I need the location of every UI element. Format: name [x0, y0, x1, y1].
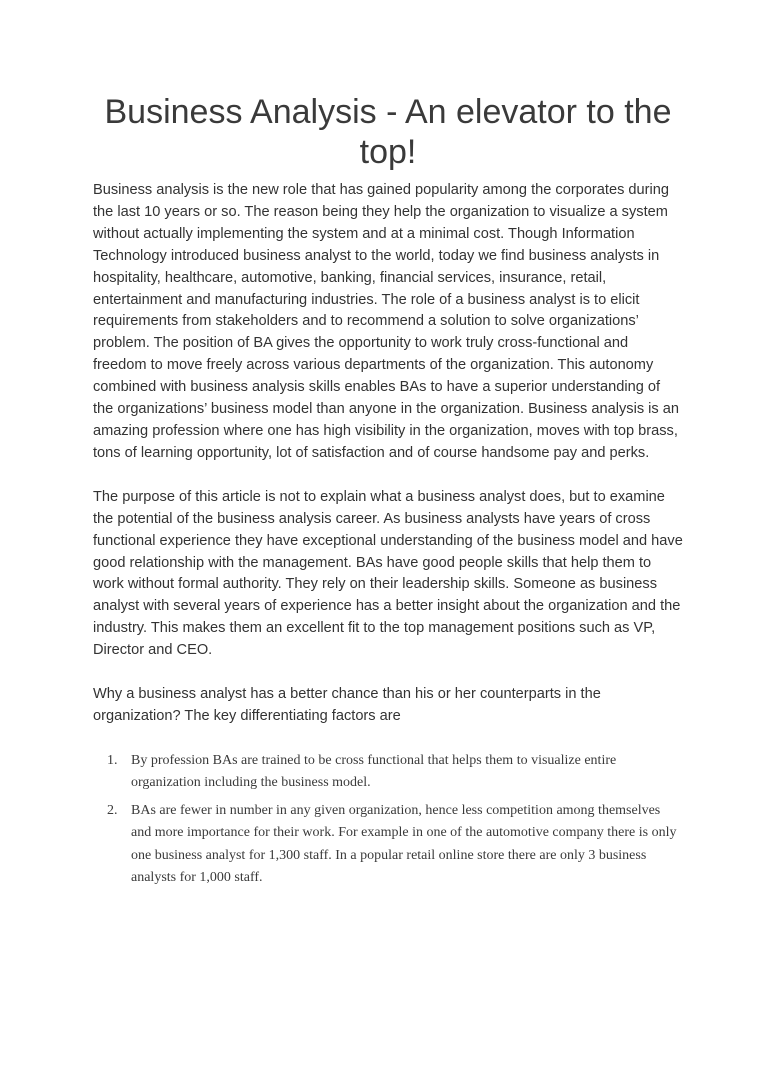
list-item-text: By profession BAs are trained to be cross functional that helps them to visualize entire organization including the business model.	[131, 752, 617, 791]
factors-list	[93, 750, 683, 890]
document-title: Business Analysis - An elevator to the top!	[104, 93, 672, 171]
paragraph-question: Why a business analyst has a better chance than his or her counterparts in the organization? The key differentiating factors are	[93, 686, 601, 724]
list-item-text: BAs are fewer in number in any given organization, hence less competition among themselves and more importance for their work. For example in one of the automotive company there is only one business analyst for 1,300 staff. In a popular retail online store there are only 3 business analysts for 1,000 staff.	[131, 802, 677, 886]
list-item	[93, 750, 683, 795]
document-page	[93, 92, 683, 895]
paragraph-purpose: The purpose of this article is not to explain what a business analyst does, but to examine the potential of the business analysis career. As business analysts have years of cross functional experience they have exceptional understanding of the business model and have good relationship with the management. BAs have good people skills that help them to work without formal authority. They rely on their leadership skills. Someone as business analyst with several years of experience has a better insight about the organization and the industry. This makes them an excellent fit to the top management positions such as VP, Director and CEO.	[93, 488, 683, 659]
paragraph-intro: Business analysis is the new role that has gained popularity among the corporates during the last 10 years or so. The reason being they help the organization to visualize a system without actually implementing the system and at a minimal cost. Though Information Technology introduced business analyst to the world, today we find business analysts in hospitality, healthcare, automotive, banking, financial services, insurance, retail, entertainment and manufacturing industries. The role of a business analyst is to elicit requirements from stakeholders and to recommend a solution to solve organizations’ problem. The position of BA gives the opportunity to work truly cross-functional and freedom to move freely across various departments of the organization. This autonomy combined with business analysis skills enables BAs to have a superior understanding of the organizations’ business model than anyone in the organization. Business analysis is an amazing profession where one has high visibility in the organization, moves with top brass, tons of learning opportunity, lot of satisfaction and of course handsome pay and perks.	[93, 182, 680, 461]
list-item	[93, 800, 683, 890]
list-item-number: 1.	[107, 752, 118, 768]
list-item-number: 2.	[107, 802, 118, 818]
